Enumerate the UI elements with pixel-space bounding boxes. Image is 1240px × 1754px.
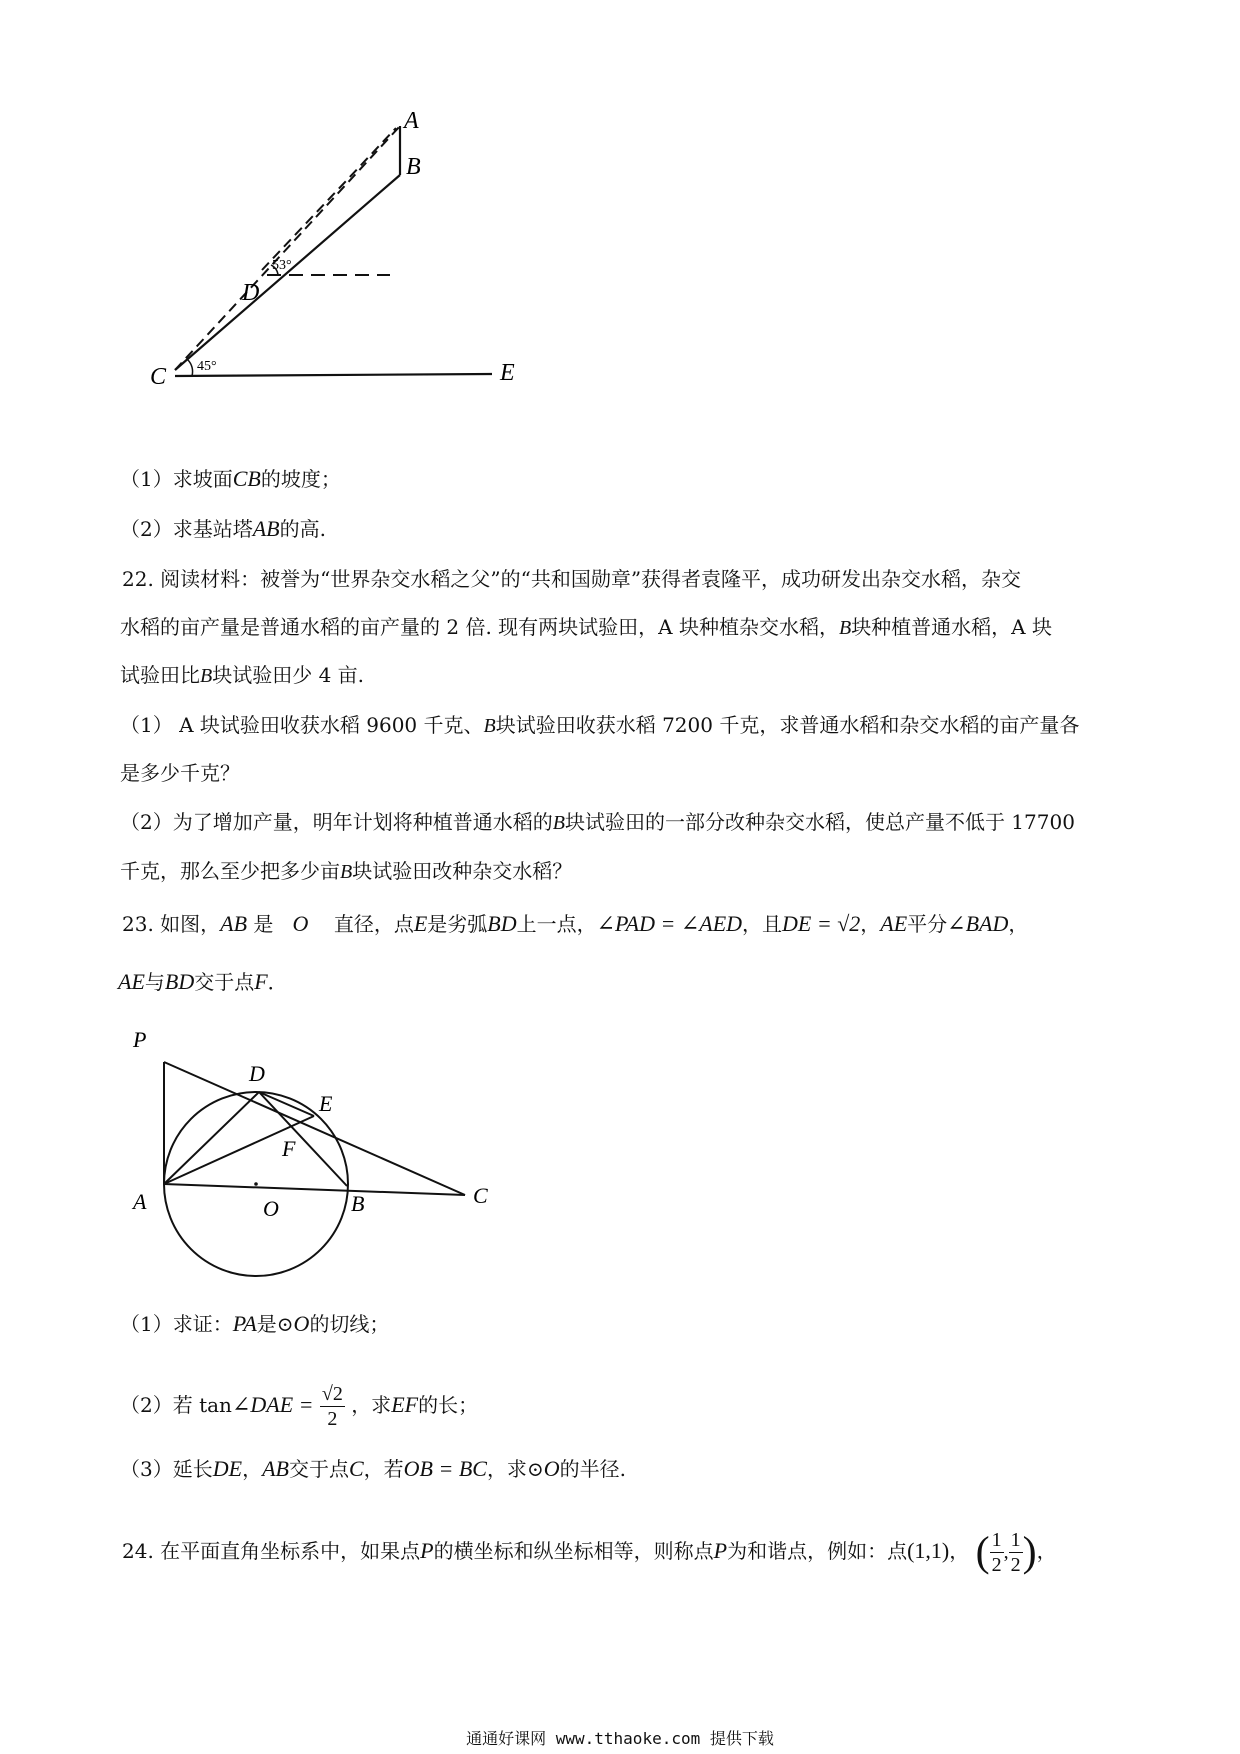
label-b: B [406,154,421,180]
line-c-e [175,374,492,376]
fraction-root2-over-2: $\frac{√2}{2}$ [321,1383,343,1430]
q21-part1: （1）求坡面CB的坡度； [120,466,341,491]
label-e: E [319,1091,333,1116]
dash-d-a [262,128,396,270]
q22-part1-line1: （1） A 块试验田收获水稻 9600 千克、B块试验田收获水稻 7200 千克，求普通水稻和杂交水稻的亩产量各 [120,713,1080,737]
q22-part2-line1: （2）为了增加产量，明年计划将种植普通水稻的B块试验田的一部分改种杂交水稻，使总产量不低于 17700 [120,810,1075,834]
q22-line2: 水稻的亩产量是普通水稻的亩产量的 2 倍. 现有两块试验田，A 块种植杂交水稻，B块种植普通水稻，A 块 [120,615,1052,639]
label-d: D [249,1061,265,1086]
line-p-c [164,1062,465,1195]
page-footer: 通通好课网 www.tthaoke.com 提供下载 [466,1729,774,1748]
label-c: C [150,364,167,390]
angle-label-d: 53° [272,258,292,273]
center-dot [254,1182,258,1186]
label-p: P [133,1027,147,1052]
label-b: B [351,1191,365,1216]
line-d-b [259,1092,347,1186]
label-f: F [282,1136,296,1161]
q23-part1: （1）求证：PA是⊙O的切线； [120,1311,390,1336]
q21-part2: （2）求基站塔AB的高. [120,516,326,541]
label-a: A [133,1189,147,1214]
circle-tangent-figure [125,1025,505,1285]
slope-tower-figure [150,110,530,440]
q24-line1: 24. 在平面直角坐标系中，如果点P的横坐标和纵坐标相等，则称点P为和谐点，例如：点(1,1)， ( $\frac{1}{2}$ , $\frac{1}{2}$ )， [122,1529,1057,1576]
dash-c-a-1 [175,126,400,370]
angle-label-c: 45° [197,359,217,374]
angle-arc-c [188,360,193,376]
q22-part2-line2: 千克，那么至少把多少亩B块试验田改种杂交水稻？ [120,859,573,883]
q23-part3: （3）延长DE，AB交于点C，若OB = BC，求⊙O的半径. [120,1456,626,1481]
line-a-d [164,1092,259,1184]
q22-line1: 22. 阅读材料：被誉为“世界杂交水稻之父”的“共和国勋章”获得者袁隆平，成功研发出杂交水稻，杂交 [122,567,1022,591]
q23-line1: 23. 如图，AB 是 O 直径，点E是劣弧BD上一点，∠PAD = ∠AED，且DE = √2，AE平分∠BAD， [122,911,1029,936]
label-c: C [473,1183,488,1208]
fraction-half-2: $\frac{1}{2}$ [1010,1529,1021,1576]
q23-line2: AE与BD交于点F． [118,969,288,994]
fraction-half-1: $\frac{1}{2}$ [991,1529,1002,1576]
q23-part2: （2）若 tan∠DAE = $\frac{√2}{2}$ ，求EF的长； [120,1383,479,1430]
q22-part1-line2: 是多少千克？ [120,761,240,785]
line-d-e [259,1092,314,1116]
label-a: A [404,110,419,134]
label-d: D [242,280,260,306]
line-a-c [164,1184,465,1195]
q22-line3: 试验田比B块试验田少 4 亩. [120,663,365,687]
label-e: E [500,360,515,386]
label-o: O [263,1196,279,1221]
